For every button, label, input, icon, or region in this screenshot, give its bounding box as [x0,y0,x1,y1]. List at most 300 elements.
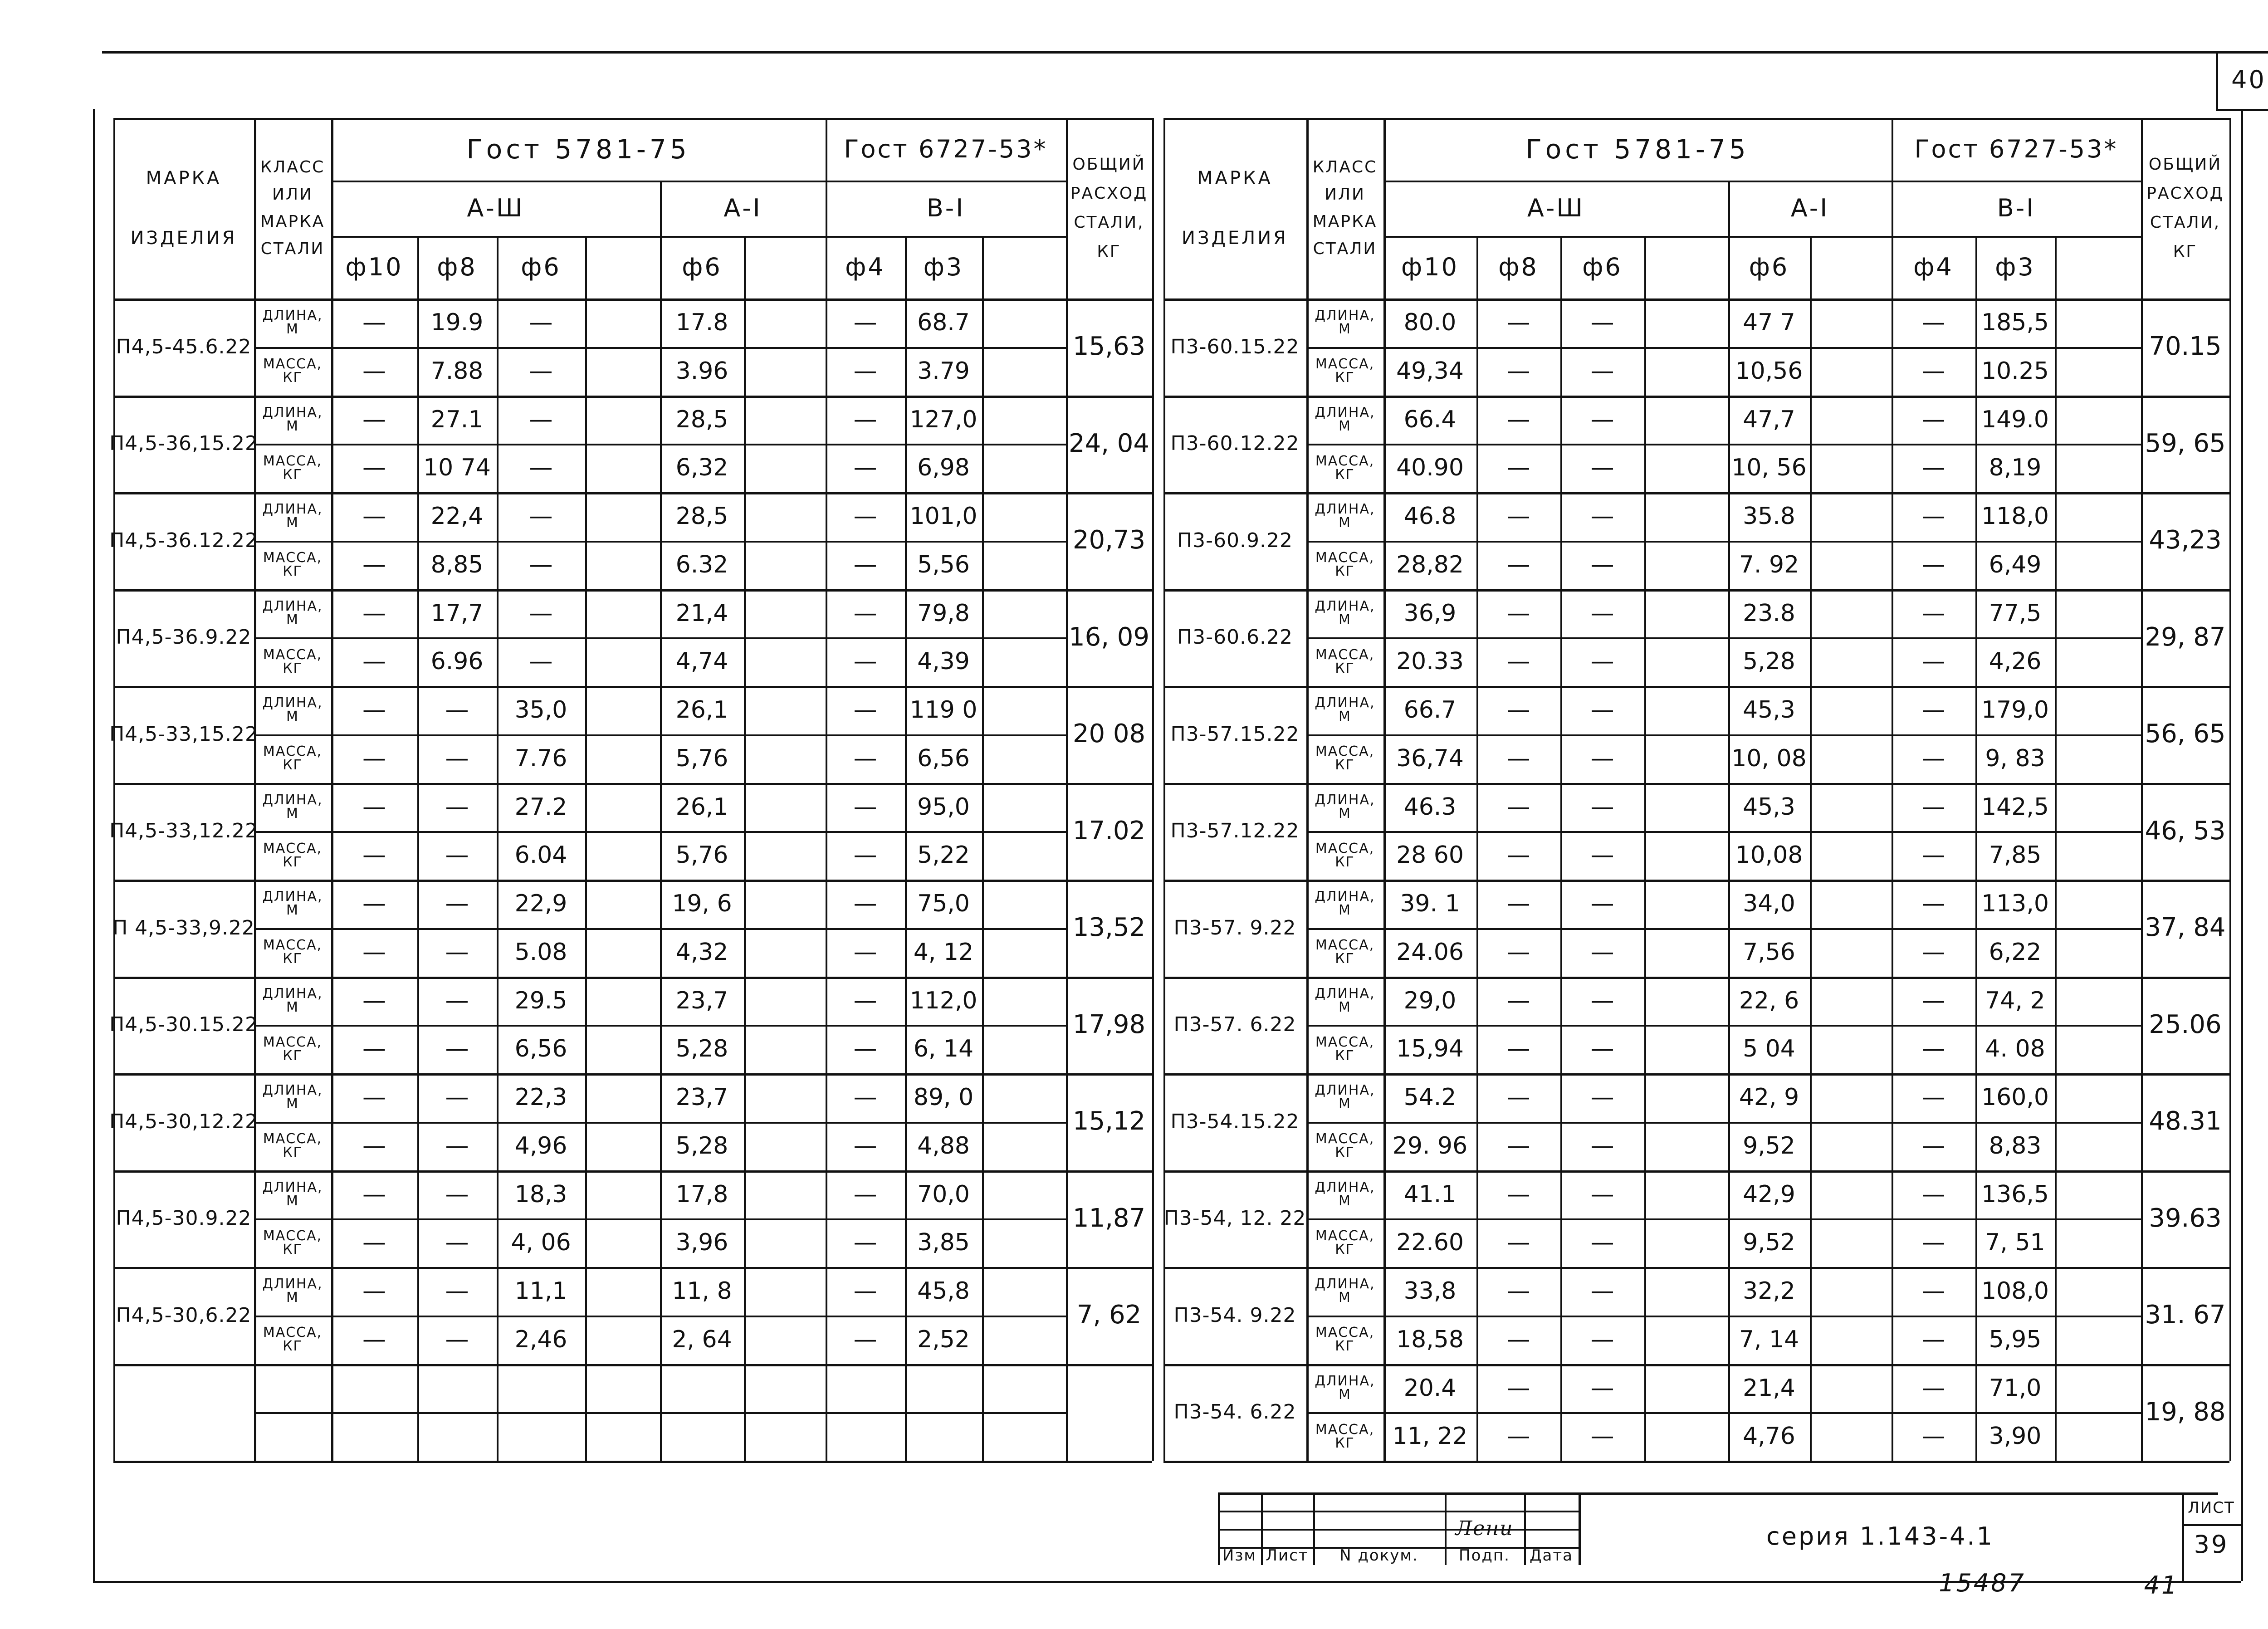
mass-value [982,347,1066,396]
length-value: 35.8 [1743,503,1795,530]
length-value: 108,0 [1981,1277,2049,1305]
sheet-label: ЛИСТ [2188,1499,2235,1517]
mass-value: — [1590,1326,1614,1353]
unit-text: ДЛИНА, [1315,501,1375,518]
total-steel-value: 59, 65 [2145,428,2226,458]
unit-text: МАССА, [263,1228,323,1244]
mass-value [744,347,826,396]
length-value [744,1364,826,1413]
length-value: 54.2 [1403,1084,1457,1111]
unit-text: М [286,1290,299,1306]
mass-value [585,1025,660,1073]
right-group-a1: А-I [1790,193,1829,222]
length-value: 160,0 [1981,1084,2049,1111]
mass-value [744,1025,826,1073]
length-value [585,589,660,638]
product-mark: П3-60.6.22 [1177,626,1293,649]
unit-length-label [1306,492,1383,541]
total-steel-value: 39.63 [2149,1203,2222,1233]
mass-value [585,1316,660,1364]
length-value: 127,0 [909,406,978,433]
mass-value: 4,88 [917,1132,970,1159]
length-value [982,1267,1066,1316]
unit-text: МАССА, [1315,356,1375,372]
length-value: — [445,890,469,918]
mass-value: — [1506,357,1530,385]
total-header-line: КГ [2173,242,2198,261]
length-value [1810,1073,1892,1122]
total-header-line: СТАЛИ, [2150,213,2221,232]
right-diameter-header: ф8 [1498,252,1539,281]
unit-text: КГ [283,466,303,483]
unit-mass-label [1306,347,1383,396]
unit-text: КГ [283,1047,303,1064]
length-value: — [362,1180,386,1208]
mass-value: 6, 14 [913,1035,974,1063]
length-value: — [1921,696,1945,724]
unit-mass-label [254,347,331,396]
stamp-label: Дата [1529,1546,1574,1565]
unit-text: М [1339,1386,1351,1403]
length-value: — [1590,793,1614,821]
unit-text: МАССА, [1315,1421,1375,1438]
length-value: — [1921,1180,1945,1208]
length-value: — [445,1180,469,1208]
left-gost-6727: Гост 6727-53* [844,134,1048,163]
length-value: 149.0 [1981,406,2049,433]
length-value [1810,298,1892,347]
mass-value [1644,1122,1728,1170]
mass-value [2055,541,2141,589]
unit-text: КГ [283,1338,303,1355]
product-mark: П3-54. 9.22 [1173,1303,1296,1327]
unit-text: М [1339,321,1351,338]
total-steel-value: 37, 84 [2145,913,2226,943]
left-diameter-header [744,236,826,298]
mass-value: — [1590,841,1614,869]
unit-text: МАССА, [263,356,323,372]
unit-mass-label [254,831,331,880]
total-steel-value: 20,73 [1072,525,1146,555]
length-value: — [1506,890,1530,918]
mass-value [1644,734,1728,783]
mass-value [417,1412,497,1461]
length-value [826,1364,905,1413]
mass-value: 8,83 [1989,1132,2042,1159]
left-class-header [254,118,331,298]
class-header-line: ИЛИ [272,185,313,204]
left-diameter-header [585,236,660,298]
unit-length-label [254,1267,331,1316]
total-steel-value [1066,1364,1152,1461]
mass-value [1810,1025,1892,1073]
unit-length-label [1306,880,1383,928]
unit-text: М [1339,999,1351,1015]
mass-value: 15,94 [1396,1035,1464,1063]
length-value: 70,0 [917,1180,970,1208]
length-value [497,1364,585,1413]
product-mark: П4,5-36.9.22 [116,626,252,649]
length-value: — [1590,696,1614,724]
unit-text: КГ [1335,1047,1355,1064]
length-value: — [853,1277,877,1305]
length-value: — [362,309,386,337]
length-value [1810,396,1892,444]
frame-left-line [93,109,95,1581]
unit-text: МАССА, [263,646,323,663]
unit-length-label [254,396,331,444]
mass-value: 4, 06 [511,1229,571,1257]
unit-text: МАССА, [263,744,323,760]
length-value: 17,7 [430,599,484,627]
unit-mass-label [1306,1412,1383,1461]
length-value: — [1921,503,1945,530]
unit-text: КГ [283,854,303,870]
length-value [2055,686,2141,734]
length-value: — [1590,1374,1614,1402]
length-value: — [1590,309,1614,337]
frame-right-line [2241,109,2243,1581]
length-value: 28,5 [675,503,728,530]
length-value [744,589,826,638]
mass-value: — [445,1326,469,1353]
length-value: 47,7 [1743,406,1795,433]
mass-value: — [1590,1132,1614,1159]
mass-value: — [1921,841,1945,869]
mass-value: 9, 83 [1985,744,2045,772]
mass-value [1810,444,1892,492]
mass-value [905,1412,982,1461]
mass-value: — [1921,357,1945,385]
mass-value: — [445,1035,469,1063]
length-value: 27.2 [514,793,567,821]
product-mark: П3-54.15.22 [1170,1110,1300,1133]
mass-value [1810,1218,1892,1267]
mass-value [982,1316,1066,1364]
unit-text: КГ [283,370,303,386]
mass-value: — [1506,454,1530,482]
length-value: — [853,406,877,433]
length-value: — [529,503,553,530]
mass-value [585,637,660,686]
length-value [1644,783,1728,832]
length-value [1810,1170,1892,1219]
mass-value [982,734,1066,783]
length-value: — [529,406,553,433]
unit-text: МАССА, [1315,744,1375,760]
mass-value [982,444,1066,492]
unit-length-label [254,1073,331,1122]
length-value [1810,492,1892,541]
length-value [982,1364,1066,1413]
mass-value: — [853,551,877,578]
mark-header-line: МАРКА [1197,168,1273,189]
mass-value: 6,32 [675,454,728,482]
total-steel-value: 43,23 [2149,525,2222,555]
mass-value: — [1921,1132,1945,1159]
length-value: 74, 2 [1985,987,2045,1014]
length-value: — [362,1084,386,1111]
mass-value: — [1921,1035,1945,1063]
product-mark: П3-60.12.22 [1170,432,1300,455]
mass-value: 5 04 [1743,1035,1795,1063]
mass-value: 4,26 [1989,648,2042,675]
unit-text: КГ [283,757,303,773]
mass-value: 7, 14 [1739,1326,1799,1353]
length-value [982,298,1066,347]
mass-value: 29. 96 [1392,1132,1468,1159]
length-value: 118,0 [1981,503,2049,530]
unit-text: ДЛИНА, [1315,598,1375,614]
mass-value: — [362,357,386,385]
mass-value [1644,1412,1728,1461]
product-mark: П3-60.15.22 [1170,335,1300,358]
length-value [2055,783,2141,832]
mass-value: 7,56 [1743,938,1795,966]
unit-text: ДЛИНА, [262,501,323,518]
length-value: 45,8 [917,1277,970,1305]
mass-value: — [1590,1423,1614,1450]
length-value [2055,492,2141,541]
mass-value: — [853,938,877,966]
length-value [1810,880,1892,928]
mass-value [2055,1218,2141,1267]
length-value: 26,1 [675,793,728,821]
length-value: 22,3 [514,1084,567,1111]
mass-value: — [362,454,386,482]
length-value: 45,3 [1743,793,1795,821]
right-diameter-header [1810,236,1892,298]
mass-value: — [1590,357,1614,385]
unit-length-label [1306,977,1383,1025]
mass-value [2055,1412,2141,1461]
mass-value: — [853,1132,877,1159]
product-mark: П4,5-36.12.22 [109,528,258,552]
length-value: — [1921,1374,1945,1402]
product-mark: П4,5-30.9.22 [116,1207,252,1230]
length-value [2055,1364,2141,1413]
length-value [744,686,826,734]
mass-value: 7.76 [514,744,567,772]
length-value: — [1921,793,1945,821]
length-value: 46.3 [1403,793,1457,821]
product-mark: П3-57.12.22 [1170,819,1300,843]
length-value: 66.4 [1403,406,1457,433]
mass-value [2055,637,2141,686]
class-header-line: МАРКА [1312,212,1378,231]
length-value: 21,4 [1743,1374,1795,1402]
mass-value: 6,49 [1989,551,2042,578]
length-value: 17,8 [675,1180,728,1208]
left-diameter-header: ф8 [437,252,477,281]
length-value [2055,298,2141,347]
mass-value: — [362,1132,386,1159]
mass-value: 6.96 [430,648,484,675]
unit-mass-label [254,444,331,492]
mass-value [982,541,1066,589]
length-value [744,298,826,347]
total-steel-value: 11,87 [1072,1203,1146,1233]
right-class-header [1306,118,1383,298]
mass-value: 10 74 [423,454,491,482]
length-value: — [1590,1084,1614,1111]
mass-value: — [529,648,553,675]
unit-length-label [254,977,331,1025]
length-value: — [853,890,877,918]
total-steel-value: 15,63 [1072,332,1146,362]
mass-value [1644,637,1728,686]
unit-text: М [286,709,299,725]
handwritten-number: 41 [2144,1570,2179,1600]
mass-value: 36,74 [1396,744,1464,772]
length-value: — [362,503,386,530]
length-value: — [1506,1084,1530,1111]
mass-value: 7. 92 [1739,551,1799,578]
mass-value [585,1122,660,1170]
unit-text: МАССА, [263,550,323,566]
right-gost-5781: Гост 5781-75 [1525,133,1750,165]
unit-mass-label [1306,1122,1383,1170]
unit-text: М [1339,1096,1351,1112]
length-value: — [1506,406,1530,433]
right-group-a3: А-Ш [1527,193,1585,222]
length-value: 22,9 [514,890,567,918]
unit-text: ДЛИНА, [262,889,323,905]
mass-value: — [853,744,877,772]
mass-value: — [529,454,553,482]
unit-text: ДЛИНА, [1315,1179,1375,1195]
mass-value [744,831,826,880]
product-mark: П 4,5-33,9.22 [112,916,255,939]
length-value [1644,1170,1728,1219]
length-value: 26,1 [675,696,728,724]
class-header-line: КЛАСС [260,158,325,177]
mass-value: 4, 12 [913,938,974,966]
unit-length-label [1306,1267,1383,1316]
length-value: — [1506,1374,1530,1402]
left-diameter-header: ф3 [923,252,964,281]
mass-value: 49,34 [1396,357,1464,385]
length-value: 80.0 [1403,309,1457,337]
unit-text: МАССА, [1315,840,1375,856]
length-value: 18,3 [514,1180,567,1208]
length-value: 136,5 [1981,1180,2049,1208]
length-value [1644,977,1728,1025]
left-group-a1: А-I [723,193,762,222]
title-block-row-line [1218,1529,1579,1531]
length-value: — [1921,987,1945,1014]
unit-length-label [254,1170,331,1219]
unit-text: ДЛИНА, [1315,404,1375,421]
length-value [744,1170,826,1219]
length-value: 112,0 [909,987,978,1014]
mass-value: — [1921,744,1945,772]
unit-text: ДЛИНА, [1315,308,1375,324]
left-col-line [1152,118,1154,1461]
left-mark-header [113,118,254,298]
mass-value: 4,39 [917,648,970,675]
unit-text: МАССА, [1315,550,1375,566]
mass-value: 18,58 [1396,1326,1464,1353]
right-diameter-header: ф3 [1995,252,2035,281]
total-header-line: РАСХОД [2146,184,2224,203]
right-group-b1: В-I [1997,193,2036,222]
length-value: — [1921,406,1945,433]
unit-mass-label [1306,444,1383,492]
right-diameter-header [2055,236,2141,298]
product-mark: П3-60.9.22 [1177,528,1293,552]
length-value: — [1590,406,1614,433]
length-value: 68.7 [917,309,970,337]
total-steel-value: 20 08 [1072,719,1146,749]
mass-value [1810,1412,1892,1461]
length-value: 47 7 [1743,309,1795,337]
length-value: — [1921,1277,1945,1305]
length-value: 23,7 [675,1084,728,1111]
mass-value: 20.33 [1396,648,1464,675]
unit-text: КГ [1335,660,1355,676]
mass-value: — [1506,1035,1530,1063]
mass-value [744,734,826,783]
unit-mass-label [254,928,331,977]
length-value: — [362,890,386,918]
mass-value: 28,82 [1396,551,1464,578]
product-mark: П4,5-30.15.22 [109,1013,258,1037]
mass-value [1810,928,1892,977]
mass-value: — [445,1132,469,1159]
length-value [585,298,660,347]
mass-value: — [1506,551,1530,578]
unit-text: КГ [1335,757,1355,773]
unit-mass-label [254,541,331,589]
length-value: 36,9 [1403,599,1457,627]
length-value: — [529,309,553,337]
length-value [744,492,826,541]
length-value: — [1921,1084,1945,1111]
left-row-line [113,1461,1152,1463]
mass-value: 5.08 [514,938,567,966]
mass-value: 10,56 [1735,357,1803,385]
total-steel-value: 25.06 [2149,1009,2222,1039]
length-value: 32,2 [1743,1277,1795,1305]
mass-value: — [853,357,877,385]
length-value: — [445,696,469,724]
unit-text: КГ [283,1145,303,1161]
unit-text: ДЛИНА, [262,308,323,324]
mass-value: — [1590,454,1614,482]
mass-value: 4,32 [675,938,728,966]
length-value: 17.8 [675,309,728,337]
unit-text: М [286,611,299,628]
left-group-a3: А-Ш [467,193,524,222]
length-value [2055,880,2141,928]
mass-value: 5,76 [675,841,728,869]
mass-value [2055,444,2141,492]
unit-text: МАССА, [1315,937,1375,954]
length-value [1810,686,1892,734]
length-value: — [1590,987,1614,1014]
left-gost-5781: Гост 5781-75 [466,133,690,165]
stamp-label: Подп. [1459,1546,1510,1565]
unit-length-label [254,880,331,928]
length-value: — [853,599,877,627]
length-value: 71,0 [1989,1374,2042,1402]
mass-value: 5,76 [675,744,728,772]
mass-value [982,1122,1066,1170]
mass-value: — [1506,1423,1530,1450]
mass-value: — [362,1326,386,1353]
total-steel-value: 13,52 [1072,913,1146,943]
